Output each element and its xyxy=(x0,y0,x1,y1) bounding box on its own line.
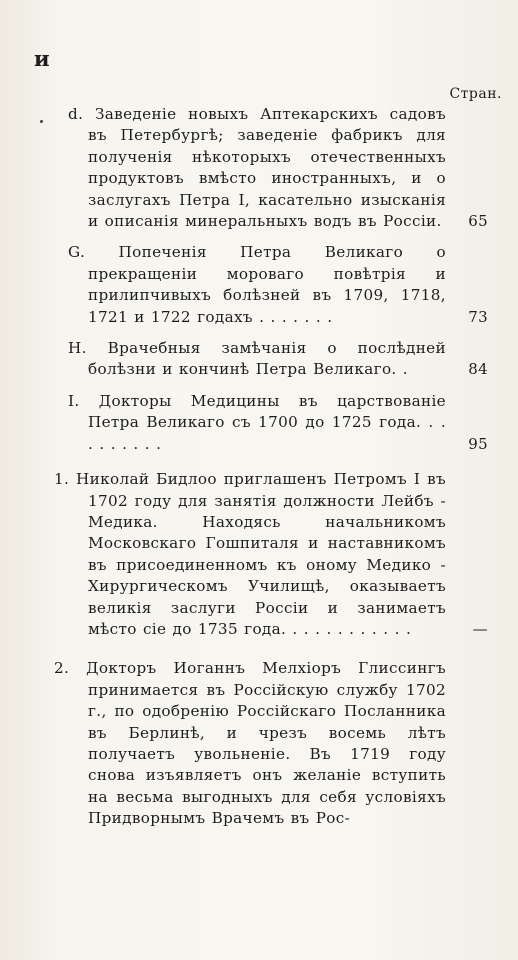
toc-entry-page: 65 xyxy=(468,212,488,231)
table-of-contents xyxy=(0,104,518,830)
toc-entry-page: 95 xyxy=(468,434,488,453)
toc-entry-text: H. Врачебныя замѣчанiя о послѣдней болѣзни и кончинѣ Петра Великаго. . xyxy=(68,339,446,379)
toc-subentry-text: 2. Докторъ Иоганнъ Мелхiоръ Глиссингъ принимается въ Россiйскую службу 1702 г., по одобренiю Россiйскаго Посланника въ Берлинѣ, и чрезъ восемь лѣтъ получаетъ увольненiе. Въ 1719 году снова изъявляетъ онъ желанiе вступить на весьма выгодныхъ для себя условiяхъ Придворнымъ Врачемъ въ Рос- xyxy=(54,659,446,828)
toc-entry-text: d. Заведенie новыхъ Аптекарскихъ садовъ въ Петербургѣ; заведенie фабрикъ для полученiя нѣкоторыхъ отечественныхъ продуктовъ вмѣсто иностранныхъ, и о заслугахъ Петра I, касательно изысканiя и описанiя минеральныхъ водъ въ Россiи. xyxy=(68,105,446,231)
toc-subentry xyxy=(0,658,518,829)
toc-subentry xyxy=(0,469,518,640)
toc-entry-page: 84 xyxy=(468,360,488,379)
toc-entry xyxy=(0,391,518,455)
toc-subentry-page: — xyxy=(472,619,488,638)
page-column-header: Стран. xyxy=(449,86,502,102)
signature-mark: и xyxy=(34,46,51,71)
toc-entry-text: I. Докторы Медицины въ царствованiе Петра Великаго съ 1700 до 1725 года. . . . . . . . . . xyxy=(68,391,446,453)
toc-entry xyxy=(0,104,518,232)
toc-entry xyxy=(0,242,518,328)
toc-subentry-text: 1. Николай Бидлоо приглашенъ Петромъ I въ 1702 году для занятiя должности Лейбъ - Медика. Находясь начальникомъ Московскаго Гошпиталя и наставникомъ въ присоединенномъ къ оному Медико - Хирургическомъ Училищѣ, оказываетъ великiя заслуги Россiи и занимаетъ мѣсто сiе до 1735 года. . . . . . . . . . . . xyxy=(54,470,446,638)
toc-entry xyxy=(0,338,518,381)
toc-entry-page: 73 xyxy=(468,307,488,326)
toc-entry-text: G. Попеченiя Петра Великаго о прекращенiи мороваго повѣтрiя и прилипчивыхъ болѣзней въ 1709, 1718, 1721 и 1722 годахъ . . . . . . . xyxy=(68,243,446,326)
